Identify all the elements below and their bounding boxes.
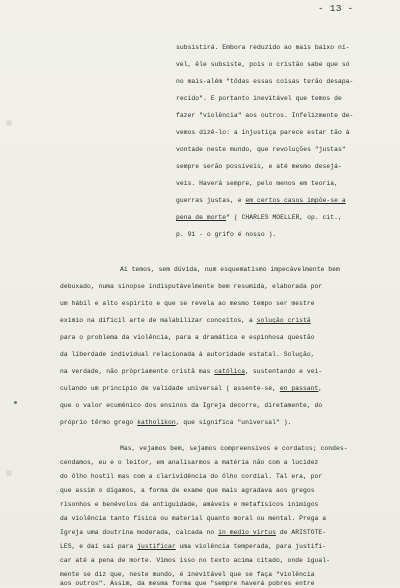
quote-line-9: veis. Haverá sempre, pelo menos em teoria,: [176, 180, 338, 187]
binding-hole: [6, 470, 12, 476]
text: eximio na difícil arte de malabilizar conceitos, a: [60, 317, 257, 324]
emphasis: católica: [214, 368, 246, 375]
paragraph-2-line-8: [60, 543, 326, 551]
paragraph-1-line-7: [60, 368, 322, 376]
paragraph-2-line-9: car até a pena de morte. Vimos isso no texto acima citado, onde igual-: [60, 557, 330, 564]
quote-emphasis: pena de morte: [176, 214, 227, 221]
text: Igreja uma doutrina moderada, calcada no: [60, 529, 219, 536]
quote-line-8: sempre serão possíveis, e até mesmo desejá-: [176, 163, 342, 170]
emphasis: en passant: [279, 385, 319, 392]
paragraph-2-line-1: Mas, vejamos bem, sejamos compreensivos e cordatos; condes-: [120, 445, 348, 452]
paragraph-2-line-2: cendamos, eu e o leitor, em analisarmos a matéria não com a lucidez: [60, 459, 319, 466]
text: de ARISTOTE-: [276, 529, 327, 536]
paragraph-2-line-10: mente se diz que, neste mundo, é inevitável que se faça "violência: [60, 571, 315, 578]
margin-mark: [14, 401, 17, 404]
quote-line-11: [176, 214, 342, 222]
paragraph-1-line-2: debuxado, numa sinopse indisputàvelmente bem resumida, elaborada por: [60, 283, 323, 290]
text: , que significa "universal" ).: [175, 419, 292, 426]
quote-line-2: vel, êle subsiste, pois o cristão sabe que só: [176, 61, 350, 68]
text: , sustentando e vei-: [245, 368, 323, 375]
paragraph-2-line-6: da violência tanto física ou material quanto moral ou mental. Prega a: [60, 515, 327, 522]
paragraph-1-line-10: [60, 419, 291, 427]
quote-line-3: no mais-além "tôdas essas coisas terão desapa-: [176, 78, 354, 85]
paragraph-2-line-11: aos outros". Assim, da mesma forma que "sempre haverá pobres entre: [60, 580, 315, 587]
paragraph-1-line-8: [60, 385, 322, 393]
text: na verdade, não pròpriamente cristã mas: [60, 368, 215, 375]
text: próprio têrmo grego: [60, 419, 138, 426]
quote-line-1: subsistirá. Embora reduzido ao mais baixo ní-: [176, 44, 350, 51]
text: LES, e daí sai para: [60, 543, 138, 550]
paragraph-1-line-4: [60, 317, 311, 325]
quote-text: guerras justas, e: [176, 197, 246, 204]
binding-hole: [6, 120, 12, 126]
paragraph-1-line-5: para o problema da violência, para a dramática e espinhosa questão: [60, 334, 315, 341]
emphasis: katholikon: [137, 419, 176, 426]
paragraph-1-line-3: um hábil e alto espírito e que se revela ao mesmo tempo ser mestre: [60, 300, 315, 307]
text: culando um princípio de validade universal ( assente-se,: [60, 385, 280, 392]
emphasis: in medio virtus: [218, 529, 276, 536]
paragraph-1-line-6: da liberdade individual relacionada à autoridade estatal. Solução,: [60, 351, 315, 358]
quote-line-7: vontade neste mundo, que revoluções "justas": [176, 146, 346, 153]
paragraph-2-line-7: [60, 529, 326, 537]
paragraph-2-line-3: do ôlho hostil mas com a clarividência do ôlho cordial. Tal era, por: [60, 473, 323, 480]
quote-line-6: vemos dizê-lo: a injustiça parece estar tão à: [176, 129, 350, 136]
paragraph-1-line-1: Aí temos, sem dúvida, num esquematismo impecàvelmente bem: [120, 266, 340, 273]
quote-line-10: [176, 197, 346, 205]
emphasis: solução cristã: [256, 317, 311, 324]
quote-line-4: recido". E portanto inevitável que temos de: [176, 95, 342, 102]
quote-line-5: fazer "violência" aos outros. Infelizmente de-: [176, 112, 354, 119]
text: uma violência temperada, para justifi-: [175, 543, 327, 550]
emphasis: justificar: [137, 543, 176, 550]
paragraph-2-line-4: que assim o digamos, a forma de exame que mais agradava aos gregos: [60, 487, 315, 494]
page-number: - 13 -: [318, 3, 354, 14]
text: ,: [318, 385, 323, 392]
paragraph-1-line-9: que o valor ecumênico dos ensinos da Igreja decorre, diretamente, do: [60, 402, 323, 409]
quote-text: " ( CHARLES MOELLER, op. cit.,: [226, 214, 342, 221]
quote-line-12: p. 91 - o grifo é nosso ).: [176, 231, 277, 238]
quote-emphasis: em certos casos impõe-se a: [245, 197, 346, 204]
paragraph-2-line-5: risonhos e benévolos da antiguidade, amáveis e metafísicos inimigos: [60, 501, 319, 508]
